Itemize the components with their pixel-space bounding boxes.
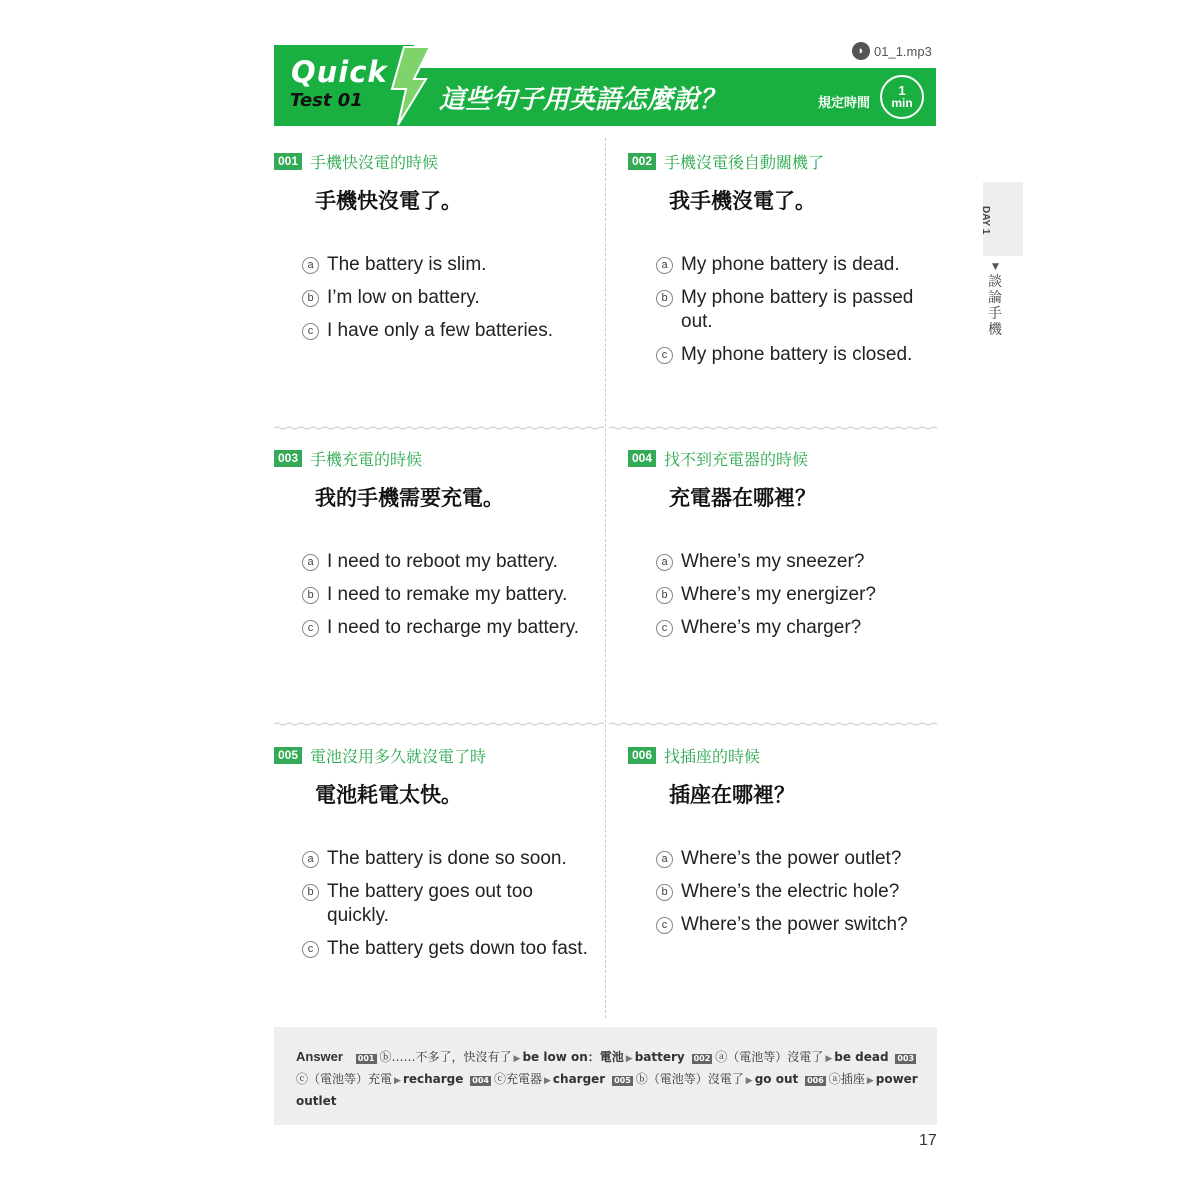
option-text: The battery is slim. — [327, 254, 487, 275]
option-c[interactable] — [656, 343, 948, 367]
option-text: Where’s the power outlet? — [681, 848, 902, 869]
answer-item: 006 ⓐ插座 ▶ power outlet — [296, 1072, 918, 1108]
answer-item: 002 ⓐ（電池等）沒電了 ▶ be dead — [693, 1050, 889, 1064]
day-label: DAY 1 — [980, 206, 991, 235]
question-prompt: 手機快沒電了。 — [315, 189, 462, 213]
option-text: I’m low on battery. — [327, 287, 480, 308]
question-context: 電池沒用多久就沒電了時 — [310, 747, 487, 766]
question-block — [628, 150, 948, 376]
question-number: 006 — [628, 747, 656, 764]
option-text: Where’s the power switch? — [681, 914, 908, 935]
option-letter: c — [656, 620, 673, 637]
option-b[interactable] — [302, 583, 594, 607]
option-letter: c — [656, 917, 673, 934]
option-a[interactable] — [302, 550, 594, 574]
option-text: I have only a few batteries. — [327, 320, 554, 341]
question-block — [628, 744, 948, 946]
question-number: 002 — [628, 153, 656, 170]
headphones-icon: ◗ — [852, 42, 870, 60]
option-letter: b — [302, 884, 319, 901]
question-block — [628, 447, 948, 649]
option-b[interactable] — [656, 583, 948, 607]
question-block — [274, 744, 594, 970]
option-a[interactable] — [302, 847, 594, 871]
option-text: Where’s my charger? — [681, 617, 862, 638]
question-context: 手機沒電後自動關機了 — [664, 153, 825, 172]
page-number: 17 — [919, 1132, 937, 1149]
option-c[interactable] — [656, 616, 948, 640]
option-letter: b — [656, 290, 673, 307]
option-text: Where’s my sneezer? — [681, 551, 865, 572]
question-prompt: 充電器在哪裡？ — [669, 486, 816, 510]
option-a[interactable] — [302, 253, 594, 277]
option-text: I need to remake my battery. — [327, 584, 568, 605]
option-c[interactable] — [656, 913, 948, 937]
option-list — [656, 253, 948, 367]
question-block — [274, 150, 594, 352]
option-text: My phone battery is closed. — [681, 344, 913, 365]
page-title: 這些句子用英語怎麼說？ — [439, 85, 726, 115]
option-list — [302, 550, 594, 640]
option-letter: b — [302, 290, 319, 307]
option-c[interactable] — [302, 616, 594, 640]
option-text: I need to recharge my battery. — [327, 617, 580, 638]
option-b[interactable] — [656, 880, 948, 904]
option-list — [656, 847, 948, 937]
option-letter: b — [656, 587, 673, 604]
answer-key — [274, 1027, 937, 1125]
option-letter: b — [656, 884, 673, 901]
question-prompt: 我的手機需要充電。 — [315, 486, 504, 510]
answer-item: 004 ⓒ充電器 ▶ charger — [472, 1072, 606, 1086]
day-tab[interactable] — [980, 182, 1023, 256]
lightning-icon — [384, 45, 432, 126]
option-text: My phone battery is dead. — [681, 254, 900, 275]
question-context: 手機快沒電的時候 — [310, 153, 439, 172]
option-letter: b — [302, 587, 319, 604]
row-divider — [609, 426, 937, 430]
question-number: 005 — [274, 747, 302, 764]
triangle-down-icon: ▼ — [992, 262, 999, 272]
option-letter: a — [656, 554, 673, 571]
option-c[interactable] — [302, 319, 594, 343]
question-number: 003 — [274, 450, 302, 467]
timer-icon — [880, 75, 924, 119]
audio-file-label: 01_1.mp3 — [874, 43, 932, 59]
option-c[interactable] — [302, 937, 594, 961]
question-prompt: 插座在哪裡？ — [669, 783, 795, 807]
question-context: 手機充電的時候 — [310, 450, 423, 469]
chapter-topic: 談論手機 — [988, 274, 1002, 338]
option-list — [302, 253, 594, 343]
row-divider — [274, 722, 604, 726]
question-number: 001 — [274, 153, 302, 170]
time-value: 1 — [898, 83, 906, 98]
quick-label: Quick — [291, 55, 388, 89]
option-text: The battery goes out too quickly. — [327, 881, 533, 926]
row-divider — [609, 722, 937, 726]
option-text: The battery gets down too fast. — [327, 938, 588, 959]
answer-item: 001 ⓑ……不多了，快沒有了 ▶ be low on：電池 ▶ battery — [357, 1050, 685, 1064]
option-b[interactable] — [656, 286, 948, 334]
question-context: 找不到充電器的時候 — [664, 450, 809, 469]
option-a[interactable] — [656, 253, 948, 277]
option-letter: c — [302, 941, 319, 958]
option-list — [302, 847, 594, 961]
option-b[interactable] — [302, 880, 594, 928]
option-text: The battery is done so soon. — [327, 848, 567, 869]
option-text: Where’s my energizer? — [681, 584, 877, 605]
time-limit-label: 規定時間 — [818, 96, 871, 111]
quick-test-header — [274, 45, 936, 126]
option-letter: a — [656, 851, 673, 868]
option-a[interactable] — [656, 550, 948, 574]
question-prompt: 電池耗電太快。 — [315, 783, 462, 807]
option-text: My phone battery is passed out. — [681, 287, 914, 332]
option-letter: a — [302, 257, 319, 274]
option-letter: a — [656, 257, 673, 274]
option-letter: a — [302, 554, 319, 571]
time-unit: min — [891, 96, 913, 110]
option-a[interactable] — [656, 847, 948, 871]
column-divider — [605, 138, 606, 1018]
option-list — [656, 550, 948, 640]
row-divider — [274, 426, 604, 430]
test-number: Test 01 — [290, 90, 363, 111]
option-letter: c — [302, 620, 319, 637]
option-text: Where’s the electric hole? — [681, 881, 900, 902]
answer-item: 005 ⓑ（電池等）沒電了 ▶ go out — [614, 1072, 799, 1086]
question-prompt: 我手機沒電了。 — [669, 189, 816, 213]
option-letter: c — [302, 323, 319, 340]
question-number: 004 — [628, 450, 656, 467]
option-letter: a — [302, 851, 319, 868]
question-context: 找插座的時候 — [664, 747, 761, 766]
option-b[interactable] — [302, 286, 594, 310]
answer-label: Answer — [296, 1049, 343, 1064]
answer-item: 003ⓒ（電池等）充電 ▶ recharge — [296, 1054, 915, 1086]
question-block — [274, 447, 594, 649]
option-text: I need to reboot my battery. — [327, 551, 558, 572]
option-letter: c — [656, 347, 673, 364]
